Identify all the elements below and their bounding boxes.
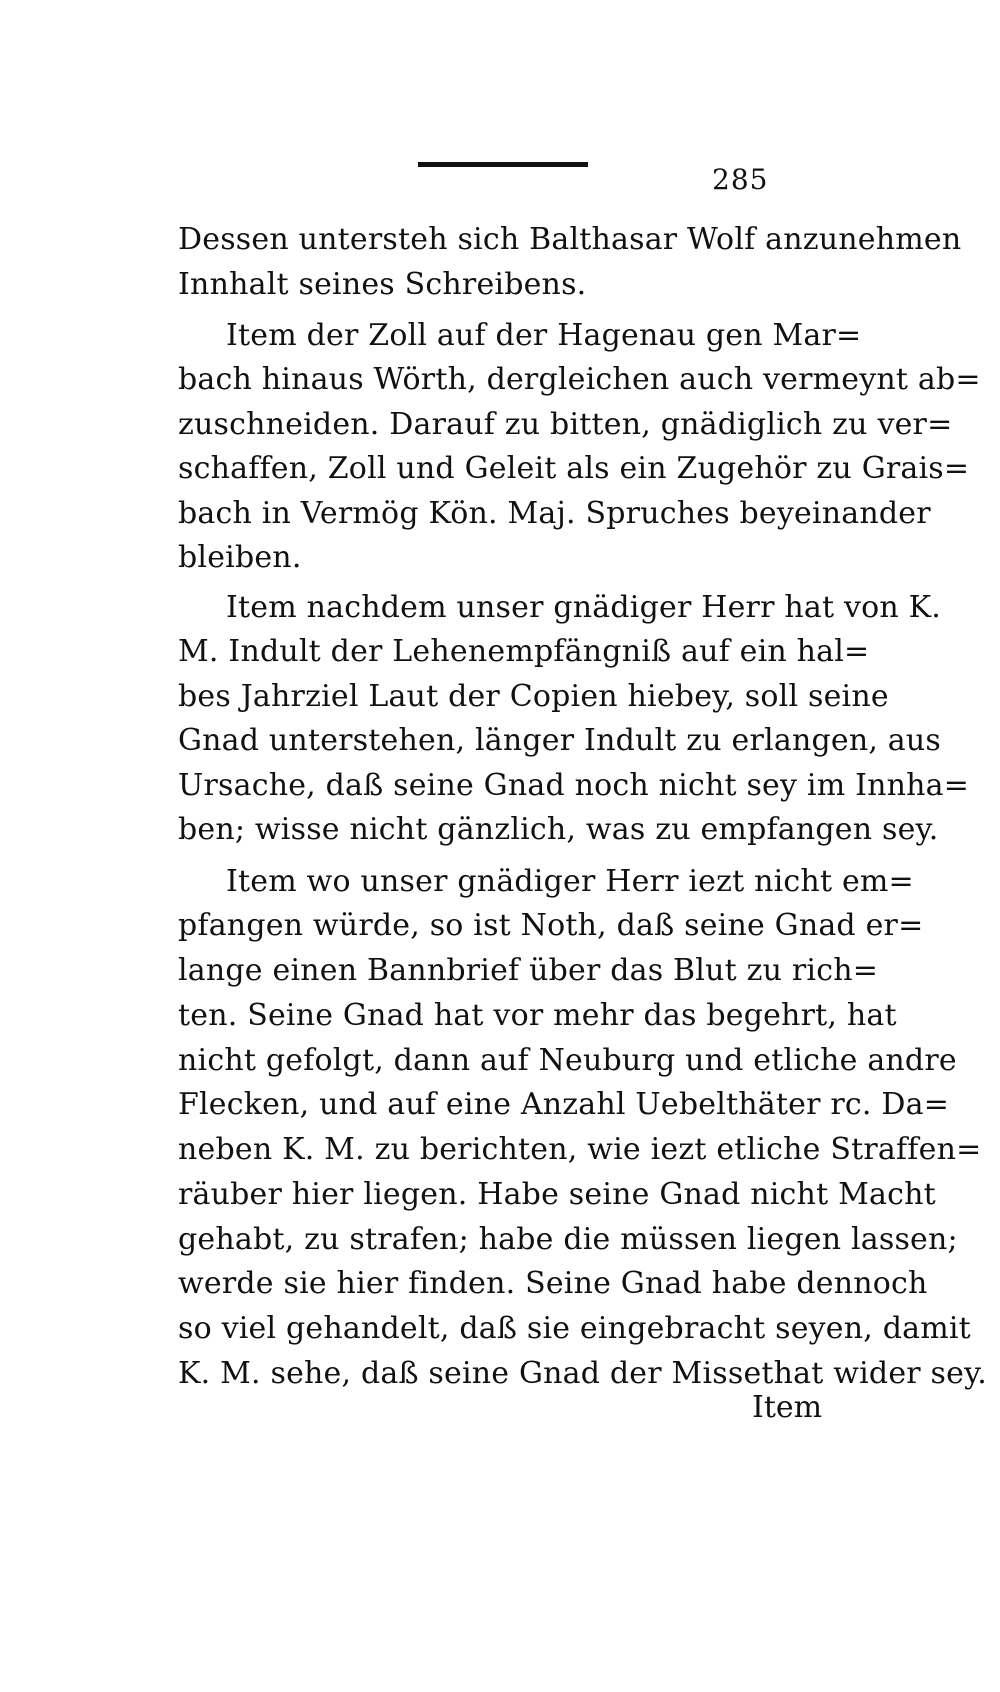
text-line-20: Flecken, und auf eine Anzahl Uebelthäter rc. Da= (178, 1087, 950, 1122)
header-rule (418, 162, 588, 167)
text-line-10: M. Indult der Lehenempfängniß auf ein hal= (178, 634, 870, 669)
text-line-15: Item wo unser gnädiger Herr iezt nicht em= (226, 864, 914, 899)
page-number: 285 (712, 163, 769, 196)
text-line-7: bach in Vermög Kön. Maj. Spruches beyeinander (178, 496, 931, 531)
text-line-8: bleiben. (178, 540, 302, 575)
text-line-18: ten. Seine Gnad hat vor mehr das begehrt, hat (178, 998, 897, 1033)
text-line-2: Innhalt seines Schreibens. (178, 267, 587, 302)
text-line-23: gehabt, zu strafen; habe die müssen liegen lassen; (178, 1222, 958, 1257)
text-line-14: ben; wisse nicht gänzlich, was zu empfangen sey. (178, 812, 939, 847)
text-line-16: pfangen würde, so ist Noth, daß seine Gnad er= (178, 908, 924, 943)
text-line-17: lange einen Bannbrief über das Blut zu rich= (178, 953, 879, 988)
text-line-3: Item der Zoll auf der Hagenau gen Mar= (226, 318, 862, 353)
text-line-1: Dessen untersteh sich Balthasar Wolf anzunehmen (178, 222, 962, 257)
text-line-21: neben K. M. zu berichten, wie iezt etliche Straffen= (178, 1132, 982, 1167)
text-line-5: zuschneiden. Darauf zu bitten, gnädiglich zu ver= (178, 407, 953, 442)
text-line-11: bes Jahrziel Laut der Copien hiebey, soll seine (178, 679, 889, 714)
text-line-13: Ursache, daß seine Gnad noch nicht sey im Innha= (178, 768, 970, 803)
text-line-12: Gnad unterstehen, länger Indult zu erlangen, aus (178, 723, 942, 758)
text-line-22: räuber hier liegen. Habe seine Gnad nicht Macht (178, 1177, 936, 1212)
text-line-6: schaffen, Zoll und Geleit als ein Zugehör zu Grais= (178, 451, 970, 486)
text-line-19: nicht gefolgt, dann auf Neuburg und etliche andre (178, 1043, 957, 1078)
text-line-9: Item nachdem unser gnädiger Herr hat von K. (226, 590, 941, 625)
catchword: Item (752, 1390, 823, 1425)
text-line-25: so viel gehandelt, daß sie eingebracht seyen, damit (178, 1311, 971, 1346)
text-line-26: K. M. sehe, daß seine Gnad der Missethat wider sey. (178, 1356, 988, 1391)
text-line-24: werde sie hier finden. Seine Gnad habe dennoch (178, 1266, 928, 1301)
text-line-4: bach hinaus Wörth, dergleichen auch vermeynt ab= (178, 362, 981, 397)
